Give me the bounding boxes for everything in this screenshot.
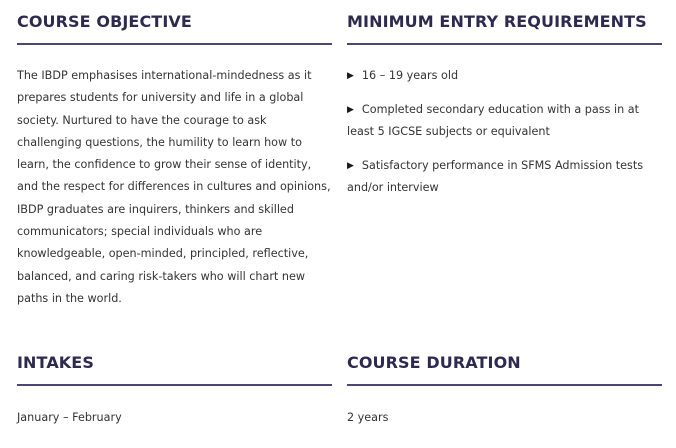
- course-duration-section: [347, 341, 662, 429]
- intakes-section: [17, 341, 332, 429]
- list-item: [347, 99, 662, 144]
- course-duration-heading: COURSE DURATION: [347, 353, 521, 372]
- list-item-text: Completed secondary education with a pass in at least 5 IGCSE subjects or equivalent: [347, 102, 639, 139]
- list-item-text: Satisfactory performance in SFMS Admission tests and/or interview: [347, 158, 644, 195]
- course-duration-divider: [347, 384, 662, 386]
- triangle-right-icon: ▶: [347, 160, 354, 171]
- intakes-divider: [17, 384, 332, 386]
- list-item: [347, 155, 662, 200]
- course-objective-section: [17, 0, 332, 310]
- entry-requirements-section: [347, 0, 662, 211]
- course-objective-divider: [17, 43, 332, 45]
- entry-requirements-divider: [347, 43, 662, 45]
- triangle-right-icon: ▶: [347, 104, 354, 115]
- list-item-text: 16 – 19 years old: [361, 69, 459, 82]
- course-duration-value: 2 years: [347, 411, 389, 424]
- list-item: [347, 65, 662, 87]
- course-objective-heading: COURSE OBJECTIVE: [17, 12, 192, 31]
- triangle-right-icon: ▶: [347, 71, 354, 81]
- entry-requirements-list: [347, 65, 662, 199]
- course-objective-text: The IBDP emphasises international-mindedness as it prepares students for university and life in a global society. Nurtured to have the courage to ask challenging questions, the humility to learn how to learn, the confidence to grow their sense of identity, and the respect for differences in cultures and opinions, IBDP graduates are inquirers, thinkers and skilled communicators; special individuals who are knowledgeable, open-minded, principled, reflective, balanced, and caring risk-takers who will chart new paths in the world.: [17, 69, 331, 305]
- intakes-value: January – February: [17, 411, 122, 424]
- entry-requirements-heading: MINIMUM ENTRY REQUIREMENTS: [347, 12, 647, 31]
- intakes-heading: INTAKES: [17, 353, 94, 372]
